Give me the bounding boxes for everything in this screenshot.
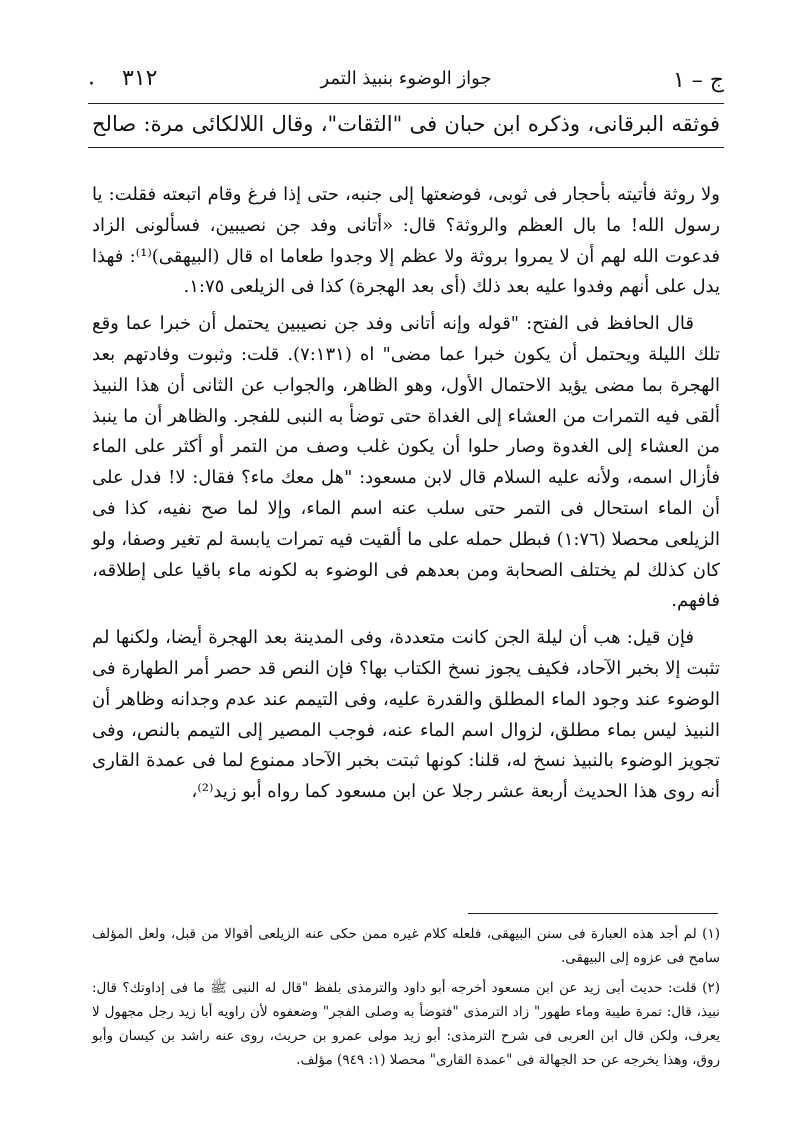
page-number: ٣١٢ [122, 66, 158, 91]
footnote-1: (١) لم أجد هذه العبارة فى سنن البيهقى، فلعله كلام غيره ممن حكى عنه الزيلعى أقوالا من قبل، ولعل المؤلف سامح فى عزوه إلى البيهقى. [92, 926, 720, 966]
paragraph-2: قال الحافظ فى الفتح: "قوله وإنه أتانى وفد جن نصيبين يحتمل أن خبرا عما وقع تلك الليلة ويحتمل أن يكون خبرا عما مضى" اه (٧:١٣١). قلت: وثبوت وفادتهم بعد الهجرة بما مضى يؤيد الاحتمال الأول، وهو الظاهر، والجواب عن الثانى أن هذا النبيذ ألقى فيه التمرات من العشاء إلى الغداة حتى توضأ به النبى للفجر. والظاهر أن ما ينبذ من العشاء إلى الغدوة وصار حلوا أن يكون غلب وصف من التمر أو أكثر على الماء فأزال اسمه، ولأنه عليه السلام قال لابن مسعود: "هل معك ماء؟ فقال: لا! فدل على أن الماء استحال فى التمر حتى سلب عنه اسم الماء، وإلا لما صح نفيه، كذا فى الزيلعى محصلا (١:٧٦) فبطل حمله على ما ألقيت فيه تمرات يابسة لم تغير وصفا، ولو كان كذلك لم يختلف الصحابة ومن بعدهم فى الوضوء به لكونه ماء باقيا على إطلاقه، فافهم. [92, 313, 720, 612]
paragraph-3: فإن قيل: هب أن ليلة الجن كانت متعددة، وفى المدينة بعد الهجرة أيضا، ولكنها لم تثبت إلا بخبر الآحاد، فكيف يجوز نسخ الكتاب بها؟ فإن النص قد حصر أمر الطهارة فى الوضوء عند وجود الماء المطلق والقدرة عليه، وفى التيمم عند عدم وجدانه وظاهر أن النبيذ ليس بماء مطلق، لزوال اسم الماء عنه، فوجب المصير إلى التيمم بالنص، وفى تجويز الوضوء بالنبيذ نسخ له، قلنا: كونها ثبتت بخبر الآحاد ممنوع لما فى عمدة القارى أنه روى هذا الحديث أربعة عشر رجلا عن ابن مسعود كما رواه أبو زيد⁽²⁾، [92, 627, 720, 803]
paragraph-1: ولا روثة فأتيته بأحجار فى ثوبى، فوضعتها إلى جنبه، حتى إذا فرغ وقام اتبعته فقلت: يا رسول الله! ما بال العظم والروثة؟ قال: «أتانى وفد جن نصيبين، فسألونى الزاد فدعوت الله لهم أن لا يمروا بروثة ولا عظم إلا وجدوا طعاما اه قال (البيهقى)⁽¹⁾: فهذا يدل على أنهم وفدوا عليه بعد ذلك (أى بعد الهجرة) كذا فى الزيلعى ١:٧٥. [92, 184, 720, 298]
continuation-divider [88, 147, 724, 148]
volume-label: ج – ١ [672, 68, 724, 93]
footnote-2: (٢) قلت: حديث أبى زيد عن ابن مسعود أخرجه أبو داود والترمذى بلفظ "قال له النبى ﷺ ما فى إداوتك؟ قال: نبيذ، قال: تمرة طيبة وماء طهور" زاد الترمذى "فتوضأ به وصلى الفجر" وضعفوه لأن راويه أبا زيد رجل مجهول لا يعرف، ولكن قال ابن العربى فى شرح الترمذى: أبو زيد مولى عمرو بن حريث، روى عنه راشد بن كيسان وأبو روق، وهذا يخرجه عن حد الجهالة فى "عمدة القارى" محصلا (١: ٩٤٩) مؤلف. [92, 980, 720, 1068]
running-header [88, 60, 724, 100]
footnotes [92, 922, 720, 1078]
footnote-divider [468, 913, 718, 914]
continuation-line: فوثقه البرقانى، وذكره ابن حبان فى "الثقات"، وقال اللالكائى مرة: صالح [92, 112, 720, 136]
main-text [92, 180, 720, 814]
header-dot: · [88, 72, 95, 97]
chapter-title: جواز الوضوء بنبيذ التمر [320, 68, 492, 89]
header-divider [88, 103, 724, 104]
